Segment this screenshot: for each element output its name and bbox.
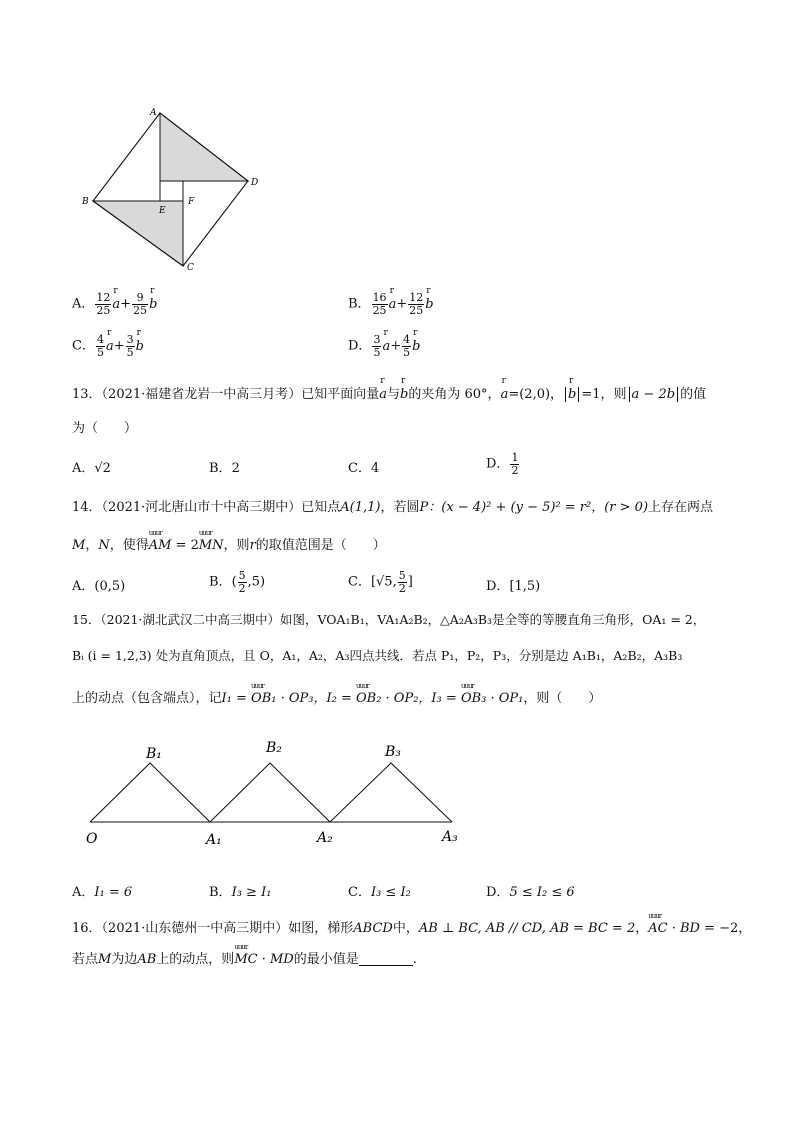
- square-figure: [78, 100, 268, 275]
- q13-option-d[interactable]: D． $\frac{1}{2}$: [486, 451, 519, 477]
- q15-option-b[interactable]: B．I₃ ≥ I₁: [209, 885, 272, 900]
- label-D: D: [251, 178, 259, 188]
- q13-stem-line2: 为（ ）: [72, 421, 138, 436]
- q13-option-b[interactable]: B．2: [209, 461, 240, 476]
- label-F: F: [188, 197, 195, 207]
- label-B1: B₁: [146, 746, 162, 762]
- triangle-2: [210, 763, 330, 822]
- q14-option-b[interactable]: B．( $\frac{5}{2}$ ,5): [209, 569, 266, 595]
- label-A1: A₁: [206, 832, 222, 848]
- q15-option-a[interactable]: A．I₁ = 6: [72, 885, 133, 900]
- triangles-figure: [80, 735, 480, 850]
- q13-option-c[interactable]: C．4: [348, 461, 380, 476]
- label-C: C: [187, 263, 194, 273]
- triangle-1: [90, 763, 210, 822]
- q14-option-c[interactable]: C．[√5, $\frac{5}{2}$ ]: [348, 569, 413, 595]
- q16-stem-line2: 若点M为边AB上的动点，则uuur MC · MD的最小值是 .: [72, 953, 417, 966]
- q15-option-c[interactable]: C．I₃ ≤ I₂: [348, 885, 411, 900]
- q12-option-c[interactable]: C． $\frac{4}{5}$ r a+ $\frac{3}{5}$ r b: [72, 334, 144, 358]
- q15-option-d[interactable]: D．5 ≤ I₂ ≤ 6: [486, 885, 575, 900]
- q15-stem-line3: 上的动点（包含端点），记I₁ = uuur OB₁ · OP₃，I₂ = uuur OB₂ · OP₂，I₃ = uuur OB₃ · OP₁，则（ ）: [72, 692, 601, 705]
- label-E: E: [159, 206, 166, 216]
- label-A3: A₃: [442, 829, 458, 845]
- q12-option-a[interactable]: A． $\frac{12}{25}$ r a+ $\frac{9}{25}$ r b: [72, 292, 157, 316]
- q14-option-a[interactable]: A．(0,5): [72, 579, 126, 594]
- q14-stem-line1: 14．（2021·河北唐山市十中高三期中）已知点A(1,1)，若圆P：(x − 4)² + (y − 5)² = r²，(r > 0)上存在两点: [72, 500, 714, 515]
- label-A: A: [150, 108, 157, 118]
- q13-stem-line1: 13．（2021·福建省龙岩一中高三月考）已知平面向量r a与r b的夹角为 60°，r a=(2,0)，r b =1，则 a − 2b 的值: [72, 387, 706, 402]
- q15-stem-line2: Bᵢ (i = 1,2,3) 处为直角顶点，且 O，A₁，A₂，A₃四点共线．若点 P₁，P₂，P₃，分别是边 A₁B₁，A₂B₂，A₃B₃: [72, 648, 683, 663]
- q14-option-d[interactable]: D．[1,5): [486, 579, 541, 594]
- q12-option-b[interactable]: B． $\frac{16}{25}$ r a+ $\frac{12}{25}$ r b: [348, 292, 434, 316]
- label-O: O: [86, 831, 98, 847]
- q14-stem-line2: M，N，使得uuur AM = 2uuur MN，则r的取值范围是（ ）: [72, 539, 386, 552]
- label-B: B: [82, 197, 89, 207]
- q13-option-a[interactable]: A．√2: [72, 461, 111, 476]
- label-B2: B₂: [266, 740, 282, 756]
- q12-option-d[interactable]: D． $\frac{3}{5}$ r a+ $\frac{4}{5}$ r b: [348, 334, 420, 358]
- triangle-3: [330, 763, 452, 822]
- label-B3: B₃: [385, 744, 401, 760]
- label-A2: A₂: [317, 830, 333, 846]
- q15-stem-line1: 15．（2021·湖北武汉二中高三期中）如图，VOA₁B₁，VA₁A₂B₂，△A₂A₃B₃是全等的等腰直角三角形，OA₁ = 2，: [72, 612, 706, 627]
- answer-blank[interactable]: [359, 953, 413, 966]
- q16-stem-line1: 16．（2021·山东德州一中高三期中）如图，梯形ABCD中，AB ⊥ BC, AB // CD, AB = BC = 2，uuur AC · BD = −2，: [72, 922, 751, 935]
